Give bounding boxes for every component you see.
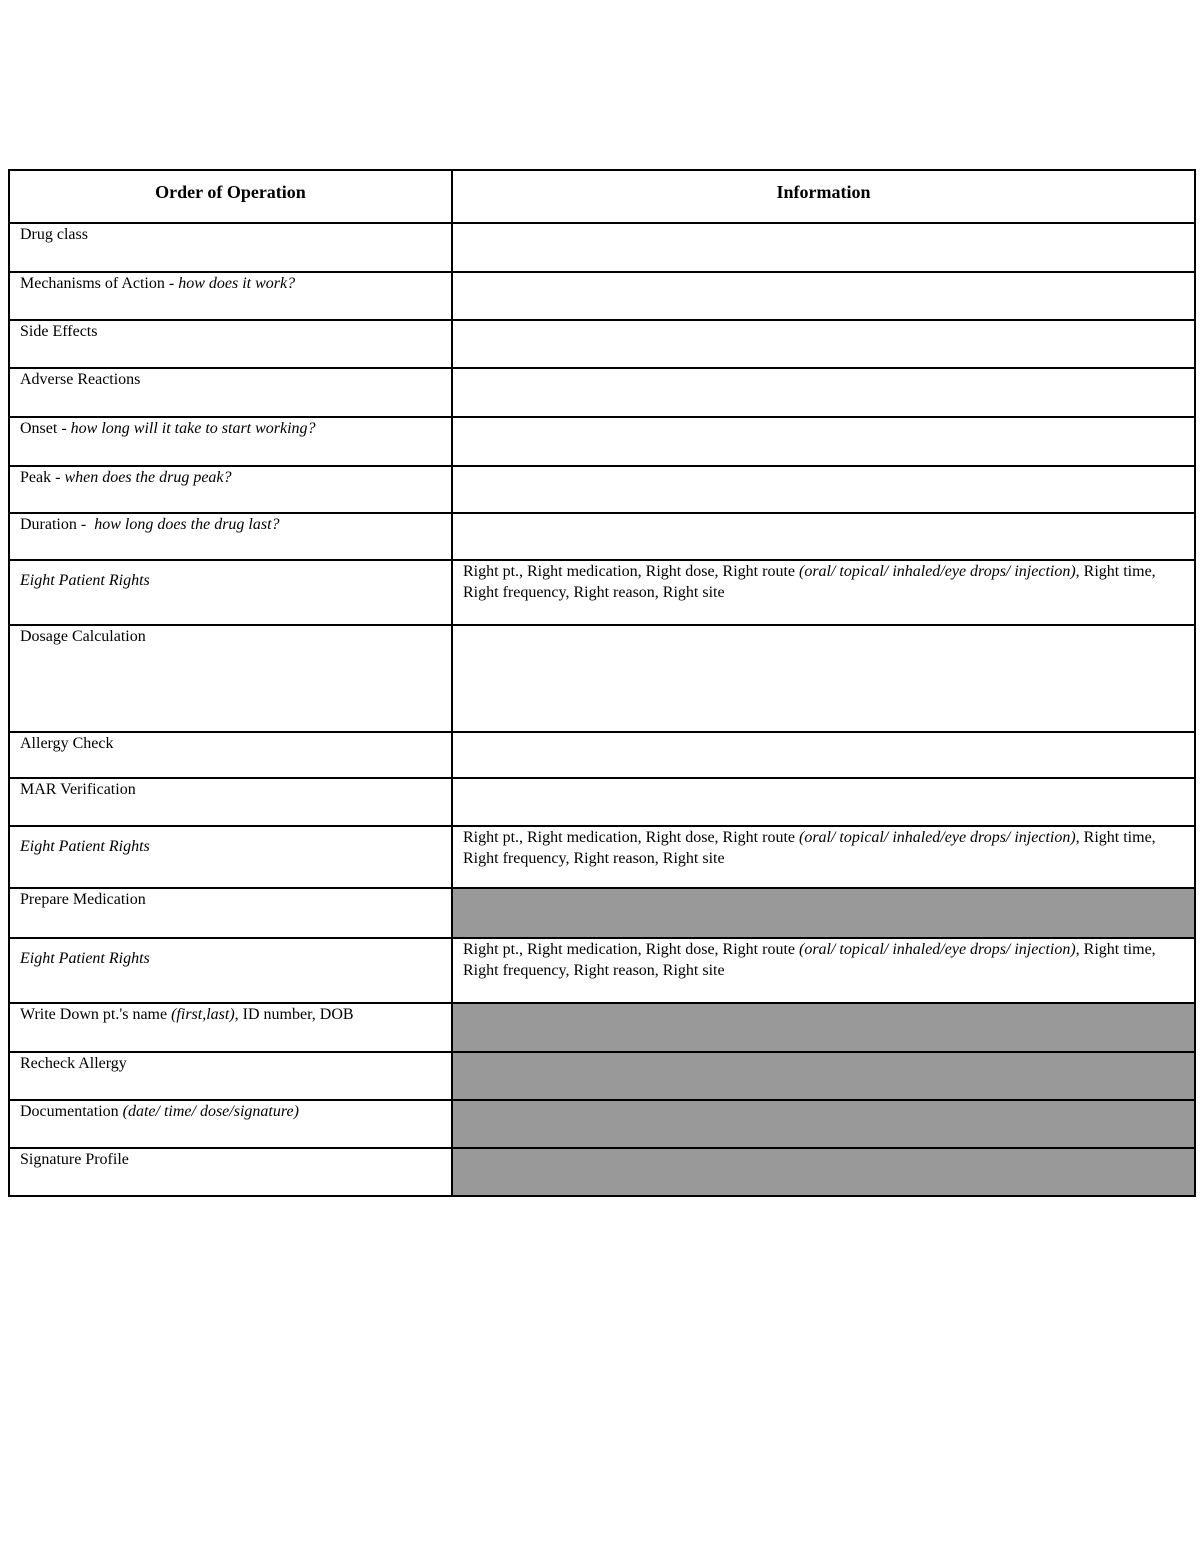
- label-text: Drug class: [20, 226, 88, 243]
- row-label: [9, 1052, 452, 1100]
- label-note: when does the drug peak?: [64, 469, 232, 486]
- row-label: [9, 1148, 452, 1196]
- info-tail: , Right time, Right frequency, Right reason, Right site: [463, 941, 1156, 979]
- label-text: Write Down pt.'s name: [20, 1006, 168, 1023]
- row-label: [9, 320, 452, 368]
- info-text: Right pt., Right medication, Right dose, Right route: [463, 563, 795, 580]
- label-text: Signature Profile: [20, 1151, 129, 1168]
- table-row: [9, 1148, 1195, 1196]
- row-info: [452, 732, 1195, 778]
- row-label: [9, 1003, 452, 1052]
- table-row: [9, 1052, 1195, 1100]
- row-label: [9, 732, 452, 778]
- row-info: [452, 223, 1195, 272]
- label-note: Eight Patient Rights: [20, 950, 150, 967]
- info-note: (oral/ topical/ inhaled/eye drops/ injection): [798, 941, 1076, 958]
- label-note: Eight Patient Rights: [20, 572, 150, 589]
- row-info: [452, 560, 1195, 625]
- row-info: [452, 513, 1195, 560]
- row-info: [452, 826, 1195, 888]
- row-label: [9, 888, 452, 938]
- table-row: [9, 732, 1195, 778]
- label-note: (first,last): [171, 1006, 235, 1023]
- row-info: [452, 625, 1195, 732]
- header-information: Information: [452, 170, 1195, 223]
- info-note: (oral/ topical/ inhaled/eye drops/ injection): [798, 829, 1076, 846]
- row-info-shaded: [452, 1003, 1195, 1052]
- row-label: [9, 826, 452, 888]
- row-info: [452, 368, 1195, 417]
- label-text: Prepare Medication: [20, 891, 146, 908]
- table-row: [9, 1100, 1195, 1148]
- row-label: [9, 560, 452, 625]
- table-header-row: [9, 170, 1195, 223]
- row-info: [452, 417, 1195, 466]
- table-row: [9, 466, 1195, 513]
- info-text: Right pt., Right medication, Right dose, Right route: [463, 941, 795, 958]
- label-text: Recheck Allergy: [20, 1055, 127, 1072]
- label-text: Duration -: [20, 516, 87, 533]
- row-info-shaded: [452, 1148, 1195, 1196]
- table-row: [9, 778, 1195, 826]
- row-info: [452, 466, 1195, 513]
- row-info-shaded: [452, 1052, 1195, 1100]
- label-note: (date/ time/ dose/signature): [122, 1103, 299, 1120]
- row-info: [452, 938, 1195, 1003]
- info-tail: , Right time, Right frequency, Right reason, Right site: [463, 563, 1156, 601]
- row-info: [452, 778, 1195, 826]
- table-row: [9, 223, 1195, 272]
- table-row: [9, 888, 1195, 938]
- row-info-shaded: [452, 888, 1195, 938]
- label-text: Dosage Calculation: [20, 628, 146, 645]
- label-text: Onset -: [20, 420, 67, 437]
- info-tail: , Right time, Right frequency, Right reason, Right site: [463, 829, 1156, 867]
- label-text: MAR Verification: [20, 781, 136, 798]
- table-row: [9, 513, 1195, 560]
- label-note: Eight Patient Rights: [20, 838, 150, 855]
- row-label: [9, 513, 452, 560]
- label-text: Allergy Check: [20, 735, 114, 752]
- table-row: [9, 368, 1195, 417]
- table-row: [9, 320, 1195, 368]
- label-tail: , ID number, DOB: [234, 1006, 354, 1023]
- label-note: how long does the drug last?: [94, 516, 280, 533]
- row-info-shaded: [452, 1100, 1195, 1148]
- row-label: [9, 778, 452, 826]
- info-note: (oral/ topical/ inhaled/eye drops/ injection): [798, 563, 1076, 580]
- label-text: Documentation: [20, 1103, 119, 1120]
- table-row: [9, 938, 1195, 1003]
- table-row: [9, 826, 1195, 888]
- label-note: how long will it take to start working?: [70, 420, 316, 437]
- label-text: Adverse Reactions: [20, 371, 141, 388]
- row-label: [9, 938, 452, 1003]
- info-text: Right pt., Right medication, Right dose, Right route: [463, 829, 795, 846]
- label-text: Side Effects: [20, 323, 98, 340]
- table-row: [9, 417, 1195, 466]
- row-label: [9, 625, 452, 732]
- label-note: how does it work?: [178, 275, 296, 292]
- row-label: [9, 368, 452, 417]
- row-label: [9, 1100, 452, 1148]
- table-row: [9, 272, 1195, 320]
- row-label: [9, 417, 452, 466]
- order-of-operation-table: [8, 169, 1196, 1197]
- row-info: [452, 272, 1195, 320]
- table-row: [9, 1003, 1195, 1052]
- table-row: [9, 625, 1195, 732]
- row-info: [452, 320, 1195, 368]
- label-text: Peak -: [20, 469, 61, 486]
- label-text: Mechanisms of Action -: [20, 275, 175, 292]
- row-label: [9, 466, 452, 513]
- row-label: [9, 223, 452, 272]
- table-row: [9, 560, 1195, 625]
- header-order-of-operation: Order of Operation: [9, 170, 452, 223]
- row-label: [9, 272, 452, 320]
